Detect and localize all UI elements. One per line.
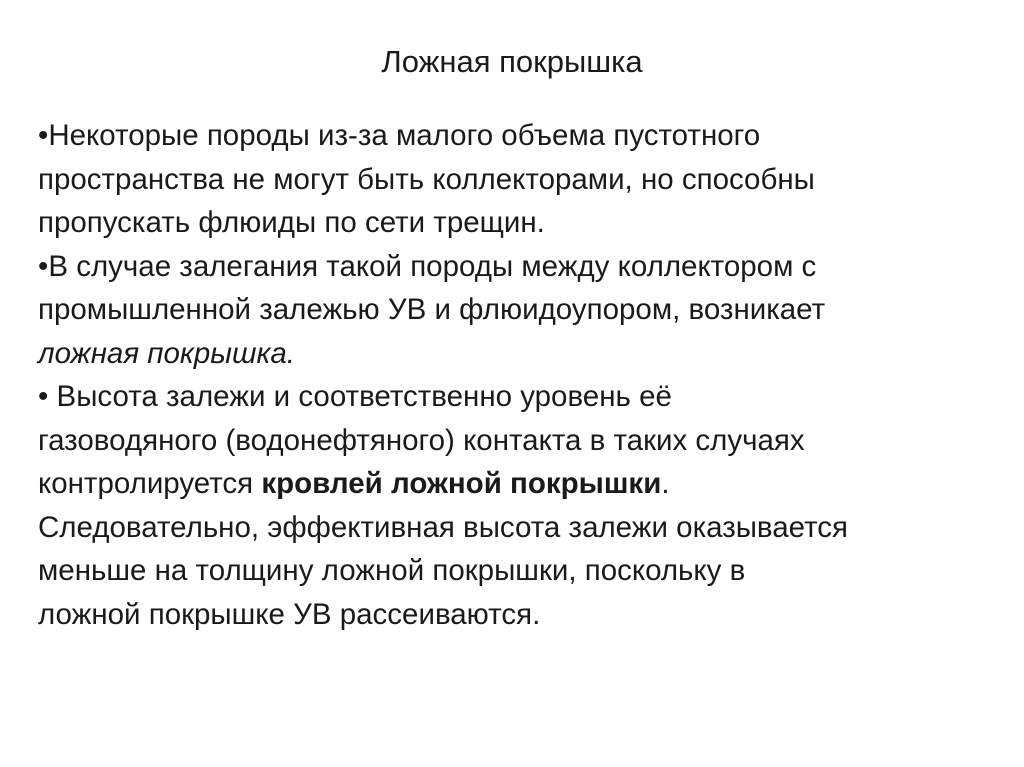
slide-title: Ложная покрышка	[381, 44, 643, 79]
bullet-1-line-2: пространства не могут быть коллекторами, но способны	[38, 162, 815, 196]
bullet-3-bold-phrase: кровлей ложной покрышки	[261, 467, 662, 500]
bullet-3-line-4: Следовательно, эффективная высота залежи оказывается	[38, 510, 849, 544]
bullet-1-line-3: пропускать флюиды по сети трещин.	[38, 206, 545, 239]
bullet-3-line-1: • Высота залежи и соответственно уровень её	[38, 380, 672, 413]
slide-body	[38, 114, 998, 636]
bullet-3-period: .	[661, 467, 670, 500]
bullet-3-line-6: ложной покрышке УВ рассеиваются.	[38, 597, 541, 631]
bullet-3-line-3	[38, 462, 998, 506]
bullet-2-line-2: промышленной залежью УВ и флюидоупором, возникает	[38, 293, 826, 326]
bullet-2-line-1: •В случае залегания такой породы между коллектором с	[38, 249, 817, 283]
bullet-1-line-1: •Некоторые породы из-за малого объема пустотного	[38, 119, 761, 152]
bullet-3-line-3-text: контролируется	[38, 467, 262, 500]
bullet-3-line-5: меньше на толщину ложной покрышки, поскольку в	[38, 554, 746, 587]
bullet-2-line-3-italic: ложная покрышка.	[38, 336, 295, 370]
bullet-3-line-2: газоводяного (водонефтяного) контакта в таких случаях	[38, 423, 805, 457]
